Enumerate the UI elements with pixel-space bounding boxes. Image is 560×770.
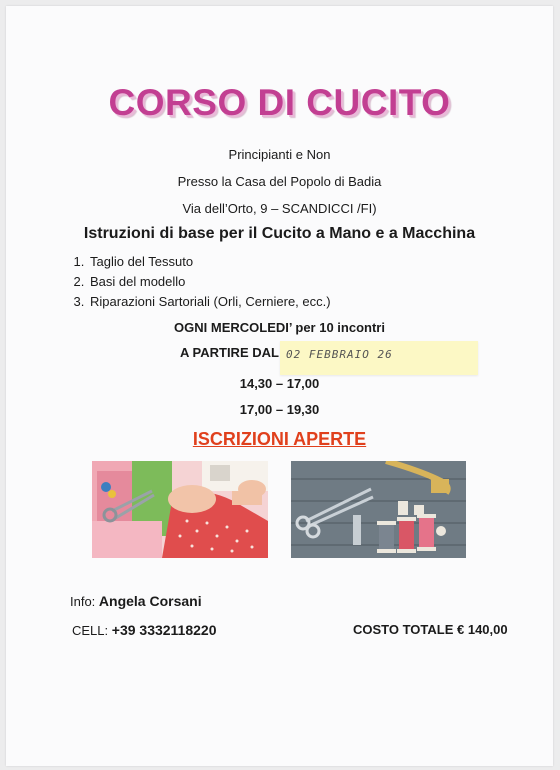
- start-date-handwritten: 02 FEBBRAIO 26: [286, 348, 393, 361]
- course-heading: Istruzioni di base per il Cucito a Mano e a Macchina: [83, 225, 476, 242]
- subtitle-audience: Principianti e Non: [228, 147, 331, 162]
- subtitle-address: Via dell’Orto, 9 – SCANDICCI /FI): [182, 201, 377, 216]
- subtitle-venue: Presso la Casa del Popolo di Badia: [177, 174, 382, 189]
- topics-list: [68, 254, 331, 314]
- topic-item: 3. Riparazioni Sartoriali (Orli, Cerniere, ecc.): [88, 294, 331, 310]
- sewing-photo: [92, 461, 268, 558]
- flyer-page: [6, 6, 553, 766]
- schedule-text: OGNI MERCOLEDI’ per 10 incontri: [174, 320, 385, 335]
- registration-banner: ISCRIZIONI APERTE: [192, 429, 367, 449]
- cell-label: CELL:: [72, 623, 109, 638]
- start-label: A PARTIRE DAL: [180, 345, 279, 360]
- time-slot-1: 14,30 – 17,00: [239, 376, 320, 391]
- flyer-title: CORSO DI CUCITO: [108, 82, 451, 123]
- info-label: Info:: [70, 594, 96, 609]
- sewing-photo-illustration: [92, 461, 268, 558]
- contact-info: [70, 593, 202, 609]
- contact-phone: [72, 622, 217, 638]
- topic-item: 2. Basi del modello: [88, 274, 331, 290]
- topic-item: 1. Taglio del Tessuto: [88, 254, 331, 270]
- time-slot-2: 17,00 – 19,30: [239, 402, 320, 417]
- sewing-tools-photo: [291, 461, 466, 558]
- contact-name: Angela Corsani: [98, 593, 202, 609]
- cell-number: +39 3332118220: [111, 622, 217, 638]
- sewing-tools-illustration: [291, 461, 466, 558]
- total-cost: COSTO TOTALE € 140,00: [353, 622, 508, 637]
